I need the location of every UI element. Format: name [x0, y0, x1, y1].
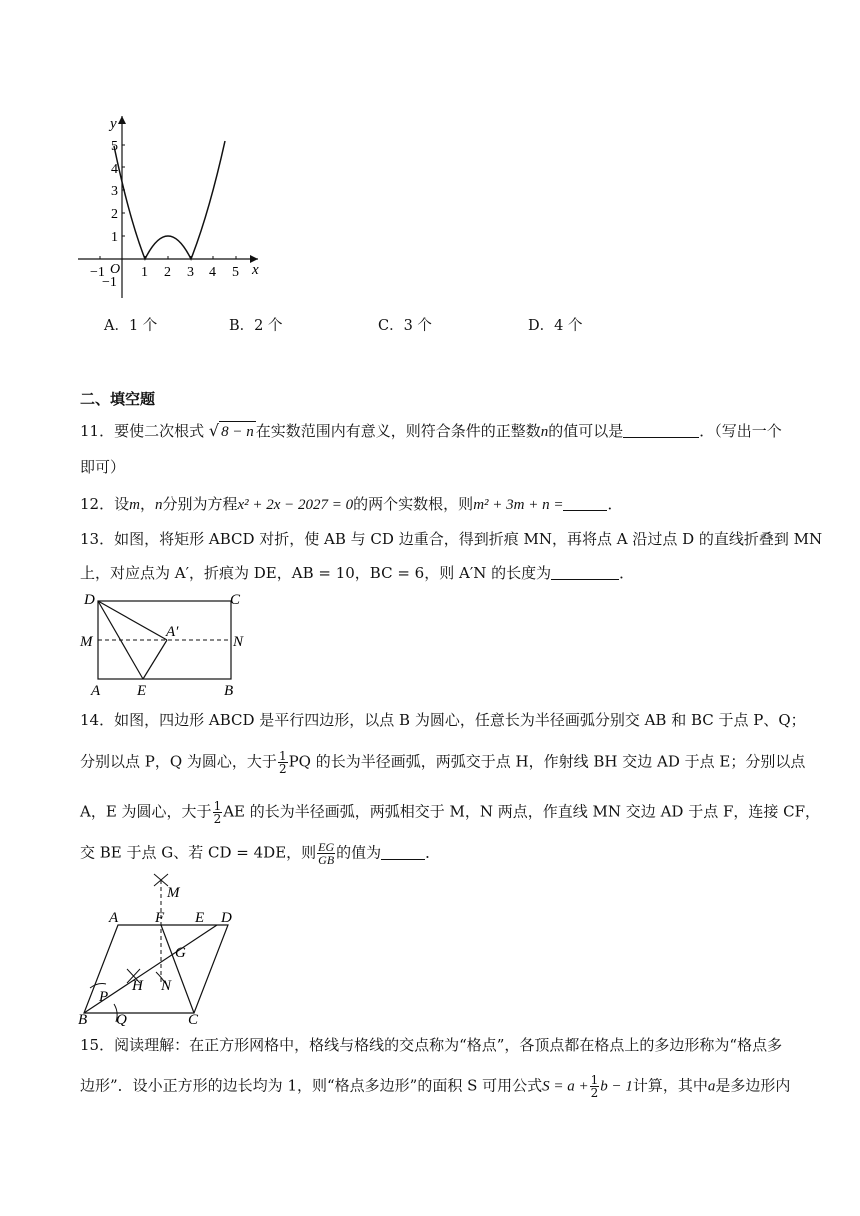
frac-den: 2: [590, 1086, 599, 1100]
q14-text: 的值为: [336, 843, 382, 862]
q12-text: 分别为方程: [162, 495, 238, 513]
label-e: E: [137, 683, 147, 699]
label-c: C: [230, 592, 241, 608]
y-tick-label: −1: [102, 275, 117, 290]
q15-text: 计算，其中: [632, 1076, 708, 1095]
label-m: M: [80, 634, 93, 650]
q12-text: 设: [114, 495, 130, 513]
question-12: [80, 494, 788, 515]
q11-var: n: [540, 424, 549, 440]
label-a: A: [109, 910, 119, 926]
segment-a1e: [143, 640, 167, 679]
origin-label: O: [110, 262, 121, 277]
choice-d[interactable]: D．4 个: [528, 318, 583, 334]
q12-expression: m² + 3m + n =: [473, 497, 564, 513]
question-14-line2: [80, 749, 806, 776]
label-h: H: [132, 978, 143, 994]
arc-mark-m: [154, 874, 168, 886]
q13-text: 上，对应点为 A′，折痕为 DE，AB = 10，BC = 6，则 A′N 的长度为: [80, 564, 552, 582]
function-graph: [74, 112, 274, 302]
q12-var-n: n: [154, 497, 163, 513]
q14-text: PQ 的长为半径画弧，两弧交于点 H，作射线 BH 交边 AD 于点 E；分别以点: [288, 752, 806, 771]
frac-num: 1: [278, 749, 287, 763]
q14-text: A，E 为圆心，大于: [80, 802, 212, 821]
question-15-line1: 15．阅读理解：在正方形网格中，格线与格线的交点称为“格点”，各顶点都在格点上的多边形称为“格点多: [80, 1036, 783, 1054]
segment-cf: [161, 925, 194, 1013]
y-tick-label: 3: [111, 184, 118, 199]
y-axis-label: y: [110, 116, 117, 132]
q14-text: 交 BE 于点 G、若 CD = 4DE，则: [80, 843, 317, 862]
label-d: D: [221, 910, 232, 926]
y-tick-label: 4: [111, 162, 118, 177]
q11-number: 11．: [80, 422, 115, 440]
label-q: Q: [116, 1012, 127, 1026]
q12-var-m: m: [129, 497, 140, 513]
label-b: B: [224, 683, 234, 699]
q15-formula: b − 1: [600, 1078, 633, 1095]
label-a-prime: A′: [166, 624, 179, 640]
section-title: 二、填空题: [80, 390, 156, 408]
q14-text: AE 的长为半径画弧，两弧相交于 M，N 两点，作直线 MN 交边 AD 于点 F，连接 CF，: [223, 802, 821, 821]
frac-num: EG: [318, 840, 335, 854]
q11-answer-blank[interactable]: [623, 423, 699, 438]
x-tick-label: 2: [164, 265, 171, 280]
parallelogram-figure: [74, 866, 244, 1026]
q15-text: 是多边形内: [715, 1076, 791, 1095]
rectangle-figure: [78, 588, 250, 700]
segment-da1: [98, 601, 167, 640]
x-tick-label: 4: [209, 265, 216, 280]
x-axis-label: x: [252, 262, 259, 278]
fraction-half: [278, 750, 288, 775]
q14-text: ．: [425, 843, 441, 862]
radical-sign: √: [208, 421, 220, 440]
q14-answer-blank[interactable]: [381, 845, 425, 860]
q15-formula: S = a +: [542, 1078, 589, 1095]
frac-num: 1: [213, 799, 222, 813]
question-13-line2: [80, 563, 788, 583]
q12-number: 12．: [80, 495, 115, 513]
q15-text: 边形”．设小正方形的边长均为 1，则“格点多边形”的面积 S 可用公式: [80, 1076, 543, 1095]
q11-text: 要使二次根式: [114, 422, 205, 440]
x-tick-label: 5: [232, 265, 239, 280]
label-p: P: [99, 989, 109, 1005]
question-11: [80, 421, 788, 442]
choice-c[interactable]: C．3 个: [378, 318, 432, 334]
q12-text: ，: [139, 495, 155, 513]
q12-equation: x² + 2x − 2027 = 0: [237, 497, 354, 513]
question-15-line2: [80, 1073, 791, 1100]
arc-mark-p: [90, 984, 106, 989]
label-b: B: [78, 1012, 88, 1026]
fraction-half: [213, 800, 223, 825]
q11-text: 在实数范围内有意义，则符合条件的正整数: [255, 422, 541, 440]
q14-text: 分别以点 P，Q 为圆心，大于: [80, 752, 277, 771]
q15-var-a: a: [707, 1078, 716, 1095]
y-tick-label: 1: [111, 230, 118, 245]
q11-text: ．（写出一个: [699, 422, 782, 440]
frac-den: 2: [213, 812, 222, 826]
label-n: N: [233, 634, 244, 650]
label-m: M: [167, 885, 180, 901]
label-n: N: [161, 978, 172, 994]
label-f: F: [155, 910, 165, 926]
choice-a[interactable]: A．1 个: [104, 318, 158, 334]
function-curve: [114, 141, 225, 259]
question-14-line3: [80, 799, 821, 826]
y-tick-label: 5: [111, 139, 118, 154]
q13-text: ．: [619, 564, 635, 582]
frac-num: 1: [590, 1073, 599, 1087]
label-d: D: [84, 592, 95, 608]
q12-text: ．: [607, 495, 623, 513]
choice-b[interactable]: B．2 个: [229, 318, 283, 334]
question-13-line1: 13．如图，将矩形 ABCD 对折，使 AB 与 CD 边重合，得到折痕 MN，再将点 A 沿过点 D 的直线折叠到 MN: [80, 530, 823, 548]
y-tick-label: 2: [111, 207, 118, 222]
label-g: G: [175, 945, 186, 961]
y-axis-arrow: [118, 116, 126, 124]
x-tick-label: 3: [187, 265, 194, 280]
q11-text: 即可）: [80, 458, 126, 476]
frac-den: GB: [318, 853, 335, 867]
label-c: C: [188, 1012, 199, 1026]
q12-answer-blank[interactable]: [563, 496, 607, 511]
x-tick-label: −1: [90, 265, 105, 280]
label-a: A: [91, 683, 101, 699]
question-14-line1: 14．如图，四边形 ABCD 是平行四边形，以点 B 为圆心，任意长为半径画弧分别交 AB 和 BC 于点 P、Q；: [80, 711, 806, 729]
question-14-line4: [80, 841, 788, 866]
fraction-eg-gb: [317, 841, 335, 866]
q11-text: 的值可以是: [548, 422, 624, 440]
label-e: E: [195, 910, 205, 926]
question-11-cont: [80, 457, 788, 477]
x-tick-label: 1: [141, 265, 148, 280]
q13-answer-blank[interactable]: [551, 565, 619, 580]
frac-den: 2: [278, 762, 287, 776]
q11-radicand: 8 − n: [219, 421, 256, 442]
q12-text: 的两个实数根，则: [353, 495, 474, 513]
fraction-half: [590, 1074, 600, 1099]
